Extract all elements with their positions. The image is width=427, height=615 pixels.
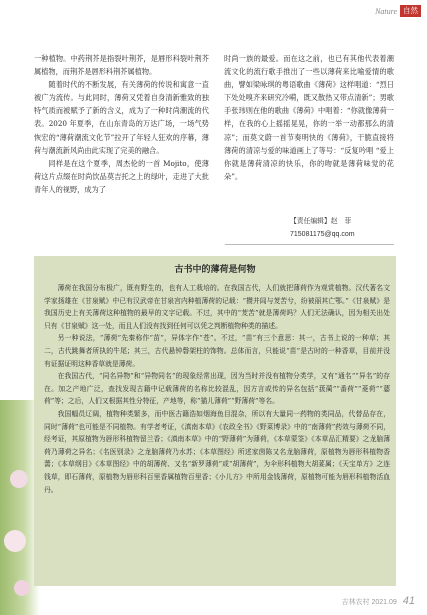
editor-email: 715081175@qq.com: [290, 231, 355, 238]
paragraph: 同样是在这个夏季，周杰伦的一首 Mojito，使薄荷这片点缀在时尚饮品莫吉托之上的绿叶，走进了大批青年人的视野，成为了: [34, 158, 209, 194]
sidebar-paragraph: 我国幅员辽阔，植物种类繁多，而中医古籍浩如烟海鱼目混杂，所以有大量同一药物的类同品，代替品存在，同时“薄荷”也可能是不同植物。有学者考证，《滇南本草》《农政全书》《野菜博录》中的“南薄荷”药效与薄荷不同，经考证，其原植物为唇形科植物留兰香；《滇南本草》中的“野薄荷”为薄荷，《本草蒙筌》《本草品汇精要》之龙脑薄荷乃薄荷之异名；《名医别录》之龙脑薄荷乃水苏；《本草图经》所述家茵陈又名龙脑薄荷，原植物为唇形科植物香薷；《本草纲目》《本草图经》中的胡薄荷、又名“新罗薄荷”或“胡薄荷”，为伞形科植物大胡荽属；《天宝单方》之连钱草，即石薄荷，原植物为唇形科百里香属植物百里香；《小儿方》中所用金钱薄荷，原植物可能为唇形科植物活血丹。: [44, 409, 390, 494]
sidebar-paragraph: 在我国古代，“同名异物”和“异物同名”的现象经常出现，因为当时并没有植物分类学，又有“通名”“异名”的存在。加之产地广泛，查找发现古籍中记载薄荷的名称比较混乱，因方言或传的异名包括“菝蔺”“番荷”“菱荷”“蔢荷”等；之后，人们又根据其性分特征，产地等，称“猫儿薄荷”“野薄荷”等名。: [44, 372, 390, 406]
article-column-right: [224, 52, 394, 183]
section-badge: 自然: [400, 5, 421, 17]
sidebar-paragraph: 薄荷在我国分布极广，既有野生的，也有人工栽培的。在我国古代，人们就把薄荷作为观赏植物。汉代著名文学家扬雄在《甘泉赋》中已有汉武帝在甘泉宫内种植薄荷的记载：“攒并闾与茇苦兮，纷被丽其亡鄂。”《甘泉赋》是我国历史上有关薄荷这种植物的最早的文字记载。不过，其中的“茇苦”就是薄荷吗？人们无法确认，因为相关出处只有《甘泉赋》这一处，而且人们没有找到任何可以凭之判断植物种类的描述。: [44, 284, 390, 330]
sidebar-body: [44, 282, 390, 496]
magazine-name: 吉林农村 2021.09: [341, 599, 397, 606]
flower-decoration: [10, 470, 28, 488]
article-column-left: [34, 52, 209, 196]
paragraph: 一种植物。中药荆芥是指裂叶荆芥，是唇形科裂叶荆芥属植物，而荆芥是唇形科荆芥属植物。: [34, 54, 209, 77]
editor-credit: 【责任编辑】赵 菲: [290, 218, 352, 225]
section-header: [375, 4, 421, 18]
sidebar-paragraph: 另一种说法，“薄荷”先秦称作“苗”，异体字作“苍”。不过，“苗”有三个意思：其一，古书上说的一种草；其二，古代跳舞者所执的牛尾；其三，古代悬钟磬架柱的饰物。总体而言，只能说“苗”是古时的一种香草，目前并没有证据证明这种香草就是薄荷。: [44, 334, 390, 368]
divider: [225, 244, 394, 245]
page-footer: [342, 595, 416, 607]
paragraph: 时尚一族的最爱。而在这之前，也已有其他代表着潮流文化的流行歌手推出了一些以薄荷来比喻爱情的歌曲，譬如梁咏琪的粤语歌曲《薄荷》这样唱道：“烈日下处处嗅齐来研究冷嗬，既又散热又带点清新”；男歌手张玮则在他的歌曲《薄荷》中唱着：“你就像薄荷一样，在我的心上摇摇晃晃，你的一举一动都那么的清凉”；而莫文蔚一首节奏明快的《薄荷》，干脆直接将薄荷的清凉与爱的味道画上了等号：“反复吟唱 “爱上你就是薄荷清凉的快乐，你的吻就是薄荷味觉的花朵”。: [224, 54, 394, 181]
page-number: 41: [402, 595, 415, 607]
sidebar-title: 古书中的薄荷是何物: [174, 265, 256, 275]
paragraph: 随着时代的不断发展，有关薄荷的传说和寓意一直被广为流传。与此同时，薄荷又凭着自身清新雅致的独特气质而被赋予了新的含义，成为了一种时尚潮流的代表。2020 年夏季，在山东青岛的万达广场，一场气势恢宏的“薄荷潮流文化节”拉开了年轻人狂欢的序幕，薄荷与潮流新风尚由此实现了完美的融合。: [34, 80, 209, 155]
flower-decoration: [14, 580, 30, 596]
flower-decoration: [4, 530, 26, 552]
section-label-en: Nature: [375, 6, 397, 16]
